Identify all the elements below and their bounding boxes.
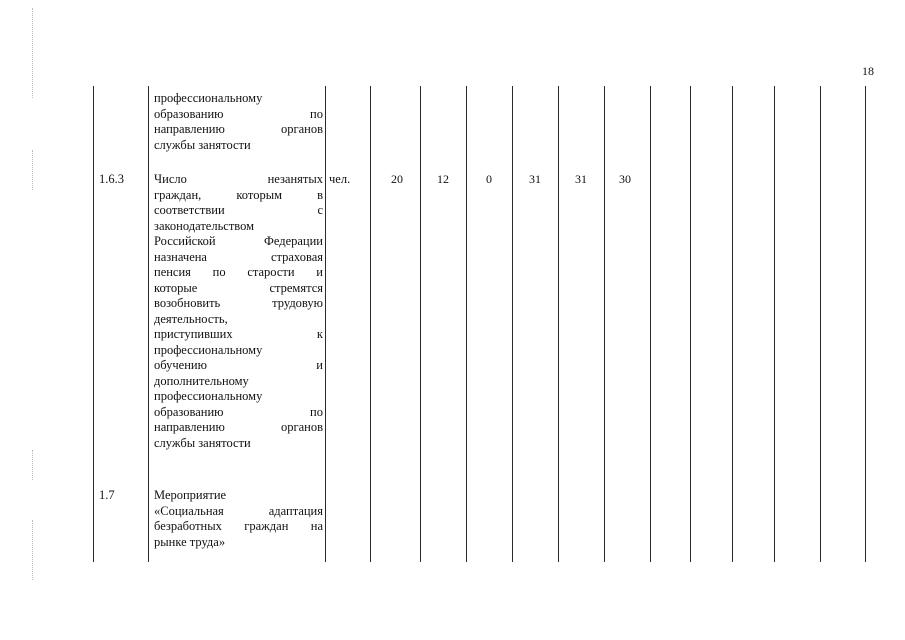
scan-artifact <box>32 520 34 580</box>
description-line: граждан, которым в <box>154 187 323 202</box>
description-line: образованию по <box>154 106 323 121</box>
description-line: назначена страховая <box>154 249 323 264</box>
description-line: службы занятости <box>154 435 251 450</box>
column-rule <box>512 86 513 562</box>
description-line: возобновить трудовую <box>154 296 323 310</box>
value-cell: 20 <box>391 172 403 186</box>
value-cell: 31 <box>529 172 541 186</box>
value-cell: 30 <box>619 172 631 186</box>
row-description <box>154 91 323 153</box>
column-rule <box>732 86 733 562</box>
scan-artifact <box>32 450 34 480</box>
description-line: направлению органов <box>154 122 323 136</box>
description-line: дополнительному <box>154 373 249 388</box>
column-rule <box>325 86 326 562</box>
column-rule <box>865 86 866 562</box>
scan-artifact <box>32 8 34 98</box>
column-rule <box>466 86 467 562</box>
description-line: службы занятости <box>154 137 251 152</box>
description-line: «Социальная адаптация <box>154 503 323 518</box>
description-line: профессиональному <box>154 342 263 357</box>
column-rule <box>148 86 149 562</box>
row-description <box>154 488 323 550</box>
description-line: направлению органов <box>154 420 323 434</box>
column-rule <box>93 86 94 562</box>
row-code: 1.6.3 <box>99 172 124 186</box>
description-line: обучению и <box>154 358 323 372</box>
value-cell: 0 <box>486 172 492 186</box>
description-line: безработных граждан на <box>154 519 323 533</box>
scan-artifact <box>32 150 34 190</box>
description-line: деятельность, <box>154 311 228 326</box>
column-rule <box>774 86 775 562</box>
column-rule <box>690 86 691 562</box>
description-line: профессиональному <box>154 91 263 105</box>
column-rule <box>420 86 421 562</box>
description-line: соответствии с <box>154 203 323 217</box>
column-rule <box>604 86 605 562</box>
page-number: 18 <box>862 64 874 78</box>
description-line: профессиональному <box>154 389 263 403</box>
description-line: которые стремятся <box>154 280 323 295</box>
row-description <box>154 172 323 451</box>
value-cell: 31 <box>575 172 587 186</box>
column-rule <box>820 86 821 562</box>
description-line: приступивших к <box>154 327 323 341</box>
description-line: Российской Федерации <box>154 234 323 248</box>
description-line: Число незанятых <box>154 172 323 186</box>
value-cell: 12 <box>437 172 449 186</box>
description-line: образованию по <box>154 404 323 419</box>
description-line: законодательством <box>154 218 255 233</box>
description-line: рынке труда» <box>154 534 226 549</box>
row-unit: чел. <box>329 172 351 186</box>
description-line: пенсия по старости и <box>154 265 323 279</box>
column-rule <box>370 86 371 562</box>
column-rule <box>558 86 559 562</box>
column-rule <box>650 86 651 562</box>
description-line: Мероприятие <box>154 488 227 502</box>
row-code: 1.7 <box>99 488 115 502</box>
